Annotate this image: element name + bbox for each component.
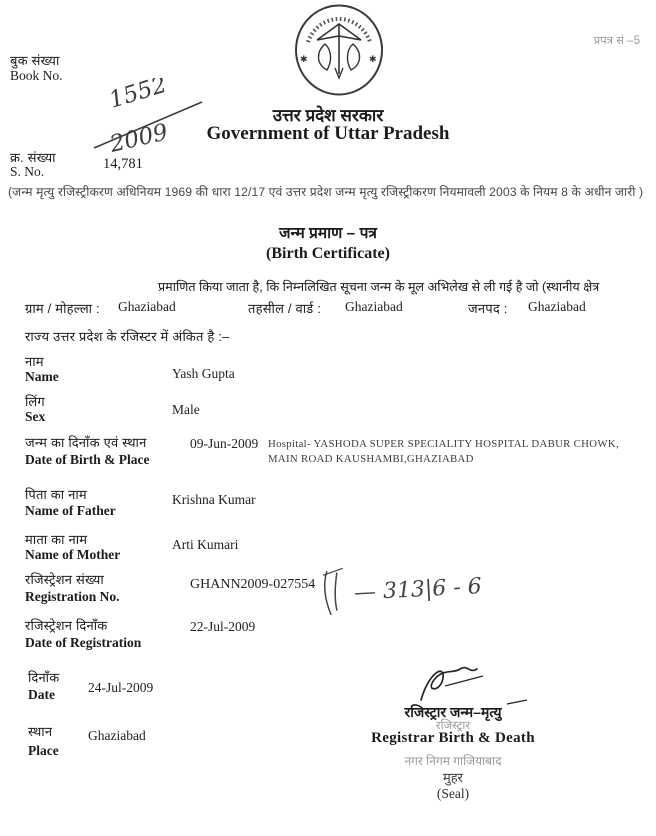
book-no-label-hindi: बुक संख्या [10,53,60,68]
book-no-label-english: Book No. [10,68,63,83]
register-statement: राज्य उत्तर प्रदेश के रजिस्टर में अंकित है :– [25,329,230,344]
government-title-hindi: उत्तर प्रदेश सरकार [272,106,384,125]
act-citation-line: (जन्म मृत्यु रजिस्ट्रीकरण अधिनियम 1969 की धारा 12/17 एवं उत्तर प्रदेश जन्म मृत्यु रजिस्ट्रीकरण नियमावली 2003 के नियम 8 के अधीन जारी ) [8,185,644,199]
book-no-handwritten-top: 1552 [106,78,170,114]
field-value-mother: Arti Kumari [172,537,239,552]
birth-place-line1: Hospital- YASHODA SUPER SPECIALITY HOSPITAL DABUR CHOWK, [268,438,619,450]
field-label-hindi-name: नाम [25,354,44,369]
uttar-pradesh-emblem-icon [294,4,384,101]
field-value-father: Krishna Kumar [172,492,256,507]
field-value-regdate: 22-Jul-2009 [190,619,256,634]
field-label-english-name: Name [25,369,59,384]
field-value-regno: GHANN2009-027554 [190,577,316,592]
svg-text:✱: ✱ [300,55,308,65]
certificate-title-hindi: जन्म प्रमाण – पत्र [279,225,377,242]
field-label-hindi-place: स्थान [28,724,53,739]
stamp-text-line2: नगर निगम गाजियाबाद [404,754,502,768]
serial-no-label-english: S. No. [10,164,45,179]
form-number: प्रपत्र सं –5 [593,35,640,47]
government-title-english: Government of Uttar Pradesh [206,123,450,144]
field-label-hindi-regno: रजिस्ट्रेशन संख्या [25,572,104,587]
field-value-place: Ghaziabad [88,728,146,743]
registrar-title-hindi: रजिस्ट्रार जन्म–मृत्यु [404,704,502,720]
stamp-text-line1: रजिस्ट्रार [435,720,471,732]
svg-text:✱: ✱ [369,55,377,65]
field-label-english-place: Place [28,743,59,758]
field-value-date: 24-Jul-2009 [88,680,154,695]
seal-label-english: (Seal) [436,786,470,801]
field-label-english-father: Name of Father [25,503,116,518]
book-no-handwritten-bottom: 2009 [107,119,171,158]
field-label-english-regno: Registration No. [25,589,120,604]
certificate-title-english: (Birth Certificate) [266,245,390,262]
serial-no-label-hindi: क्र. संख्या [10,150,56,165]
field-label-hindi-father: पिता का नाम [25,487,87,502]
field-value-name: Yash Gupta [172,366,235,381]
birth-place-line2: MAIN ROAD KAUSHAMBI,GHAZIABAD [268,453,474,465]
district-label: जनपद : [468,301,508,316]
tehsil-label: तहसील / वार्ड : [248,301,322,316]
tehsil-value: Ghaziabad [345,299,403,314]
seal-label-hindi: मुहर [443,770,463,785]
district-value: Ghaziabad [528,299,586,314]
field-label-hindi-regdate: रजिस्ट्रेशन दिनाँक [25,618,108,633]
serial-no-value: 14,781 [103,156,143,172]
registrar-title-english: Registrar Birth & Death [371,730,535,746]
field-label-hindi-sex: लिंग [25,394,45,409]
field-label-hindi-date: दिनाँक [28,670,60,685]
field-label-english-dob: Date of Birth & Place [25,452,150,467]
field-label-hindi-mother: माता का नाम [25,532,88,547]
field-label-english-mother: Name of Mother [25,547,121,562]
field-value-sex: Male [172,402,200,417]
field-value-dob: 09-Jun-2009 [190,436,259,451]
field-label-english-regdate: Date of Registration [25,635,142,650]
field-label-hindi-dob: जन्म का दिनाँक एवं स्थान [25,435,147,450]
field-label-english-sex: Sex [25,409,46,424]
village-value: Ghaziabad [118,299,176,314]
field-label-english-date: Date [28,687,55,702]
village-label: ग्राम / मोहल्ला : [25,301,100,316]
registration-handwritten-annotation [317,550,610,628]
certify-statement: प्रमाणित किया जाता है, कि निम्नलिखित सूचना जन्म के मूल अभिलेख से ली गई है जो (स्थानीय क्षेत्र [158,280,600,294]
registration-handwritten-text: — 313|6 - 6 [353,574,483,606]
